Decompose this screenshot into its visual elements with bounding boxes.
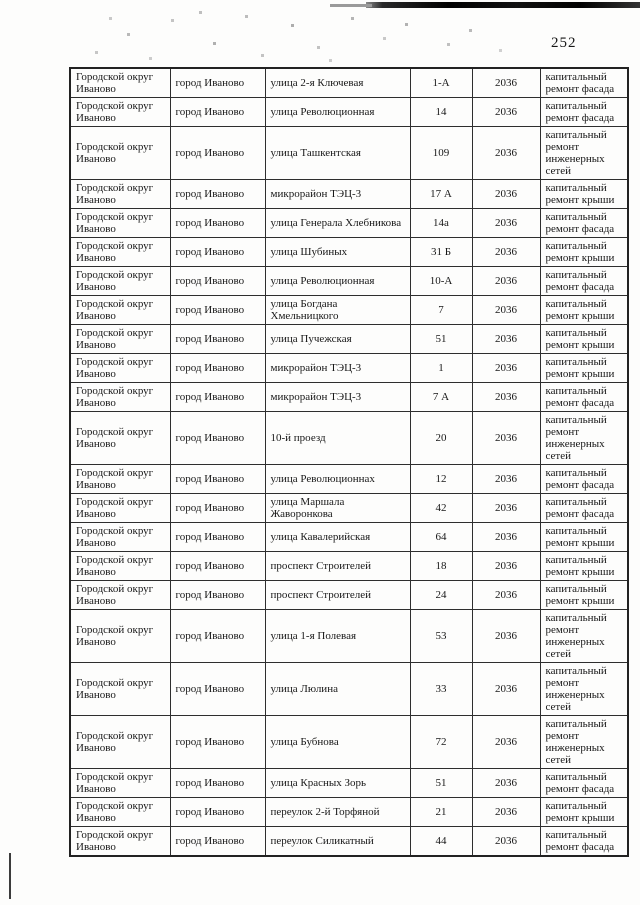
cell-city: город Иваново — [170, 827, 265, 857]
cell-city: город Иваново — [170, 296, 265, 325]
table-row — [70, 296, 628, 325]
cell-house-number: 1-А — [410, 68, 472, 98]
table-row — [70, 325, 628, 354]
cell-street: улица Кавалерийская — [265, 523, 410, 552]
scan-artifact-top-bar — [366, 2, 640, 8]
cell-year: 2036 — [472, 663, 540, 716]
table-row — [70, 127, 628, 180]
cell-house-number: 72 — [410, 716, 472, 769]
cell-municipality: Городской округ Иваново — [70, 769, 170, 798]
cell-work-type: капитальный ремонт фасада — [540, 769, 628, 798]
cell-municipality: Городской округ Иваново — [70, 663, 170, 716]
cell-city: город Иваново — [170, 552, 265, 581]
cell-house-number: 21 — [410, 798, 472, 827]
cell-municipality: Городской округ Иваново — [70, 325, 170, 354]
cell-work-type: капитальный ремонт фасада — [540, 827, 628, 857]
cell-street: улица 2-я Ключевая — [265, 68, 410, 98]
cell-work-type: капитальный ремонт крыши — [540, 238, 628, 267]
table-row — [70, 610, 628, 663]
cell-city: город Иваново — [170, 523, 265, 552]
cell-city: город Иваново — [170, 581, 265, 610]
cell-municipality: Городской округ Иваново — [70, 98, 170, 127]
cell-house-number: 17 А — [410, 180, 472, 209]
cell-work-type: капитальный ремонт фасада — [540, 68, 628, 98]
cell-street: переулок Силикатный — [265, 827, 410, 857]
table-row — [70, 267, 628, 296]
cell-year: 2036 — [472, 238, 540, 267]
scan-artifact-left-tick — [9, 853, 11, 899]
cell-municipality: Городской округ Иваново — [70, 127, 170, 180]
cell-street: переулок 2-й Торфяной — [265, 798, 410, 827]
cell-municipality: Городской округ Иваново — [70, 412, 170, 465]
cell-work-type: капитальный ремонт фасада — [540, 209, 628, 238]
cell-work-type: капитальный ремонт крыши — [540, 180, 628, 209]
cell-year: 2036 — [472, 267, 540, 296]
cell-street: улица Пучежская — [265, 325, 410, 354]
cell-street: улица Маршала Жаворонкова — [265, 494, 410, 523]
cell-house-number: 7 — [410, 296, 472, 325]
table-row — [70, 98, 628, 127]
cell-house-number: 53 — [410, 610, 472, 663]
cell-city: город Иваново — [170, 716, 265, 769]
table-row — [70, 412, 628, 465]
cell-work-type: капитальный ремонт крыши — [540, 296, 628, 325]
cell-city: город Иваново — [170, 209, 265, 238]
cell-work-type: капитальный ремонт инженерных сетей — [540, 610, 628, 663]
cell-work-type: капитальный ремонт фасада — [540, 98, 628, 127]
cell-city: город Иваново — [170, 465, 265, 494]
cell-year: 2036 — [472, 523, 540, 552]
cell-street: улица 1-я Полевая — [265, 610, 410, 663]
cell-work-type: капитальный ремонт фасада — [540, 494, 628, 523]
cell-city: город Иваново — [170, 267, 265, 296]
cell-year: 2036 — [472, 296, 540, 325]
cell-street: улица Революционная — [265, 267, 410, 296]
cell-work-type: капитальный ремонт крыши — [540, 325, 628, 354]
cell-year: 2036 — [472, 325, 540, 354]
cell-municipality: Городской округ Иваново — [70, 354, 170, 383]
cell-city: город Иваново — [170, 354, 265, 383]
cell-street: улица Красных Зорь — [265, 769, 410, 798]
cell-municipality: Городской округ Иваново — [70, 798, 170, 827]
cell-city: город Иваново — [170, 98, 265, 127]
cell-work-type: капитальный ремонт инженерных сетей — [540, 716, 628, 769]
cell-street: улица Бубнова — [265, 716, 410, 769]
cell-municipality: Городской округ Иваново — [70, 494, 170, 523]
cell-city: город Иваново — [170, 412, 265, 465]
repair-program-table — [69, 67, 629, 857]
cell-house-number: 64 — [410, 523, 472, 552]
cell-work-type: капитальный ремонт крыши — [540, 798, 628, 827]
cell-municipality: Городской округ Иваново — [70, 180, 170, 209]
cell-municipality: Городской округ Иваново — [70, 581, 170, 610]
cell-house-number: 42 — [410, 494, 472, 523]
table-row — [70, 209, 628, 238]
cell-city: город Иваново — [170, 325, 265, 354]
cell-work-type: капитальный ремонт инженерных сетей — [540, 663, 628, 716]
cell-city: город Иваново — [170, 127, 265, 180]
cell-work-type: капитальный ремонт фасада — [540, 267, 628, 296]
table-row — [70, 716, 628, 769]
cell-year: 2036 — [472, 552, 540, 581]
cell-city: город Иваново — [170, 610, 265, 663]
cell-municipality: Городской округ Иваново — [70, 296, 170, 325]
cell-year: 2036 — [472, 127, 540, 180]
cell-municipality: Городской округ Иваново — [70, 610, 170, 663]
cell-house-number: 12 — [410, 465, 472, 494]
table-row — [70, 238, 628, 267]
cell-house-number: 7 А — [410, 383, 472, 412]
cell-year: 2036 — [472, 798, 540, 827]
cell-city: город Иваново — [170, 383, 265, 412]
cell-house-number: 44 — [410, 827, 472, 857]
cell-year: 2036 — [472, 610, 540, 663]
cell-municipality: Городской округ Иваново — [70, 68, 170, 98]
cell-street: улица Богдана Хмельницкого — [265, 296, 410, 325]
cell-city: город Иваново — [170, 494, 265, 523]
cell-municipality: Городской округ Иваново — [70, 552, 170, 581]
table-row — [70, 523, 628, 552]
cell-work-type: капитальный ремонт инженерных сетей — [540, 127, 628, 180]
cell-work-type: капитальный ремонт инженерных сетей — [540, 412, 628, 465]
cell-municipality: Городской округ Иваново — [70, 238, 170, 267]
cell-house-number: 14 — [410, 98, 472, 127]
cell-house-number: 18 — [410, 552, 472, 581]
table-row — [70, 383, 628, 412]
cell-house-number: 10-А — [410, 267, 472, 296]
page-number: 252 — [551, 35, 577, 51]
cell-municipality: Городской округ Иваново — [70, 523, 170, 552]
cell-year: 2036 — [472, 716, 540, 769]
cell-work-type: капитальный ремонт крыши — [540, 552, 628, 581]
cell-municipality: Городской округ Иваново — [70, 383, 170, 412]
scan-noise-speckles — [0, 0, 1, 1]
table-row — [70, 180, 628, 209]
table-row — [70, 465, 628, 494]
cell-year: 2036 — [472, 827, 540, 857]
cell-street: микрорайон ТЭЦ-3 — [265, 354, 410, 383]
cell-house-number: 109 — [410, 127, 472, 180]
cell-house-number: 24 — [410, 581, 472, 610]
cell-street: улица Революционнах — [265, 465, 410, 494]
cell-house-number: 33 — [410, 663, 472, 716]
cell-street: проспект Строителей — [265, 552, 410, 581]
cell-year: 2036 — [472, 465, 540, 494]
table-row — [70, 827, 628, 857]
cell-street: улица Люлина — [265, 663, 410, 716]
cell-municipality: Городской округ Иваново — [70, 209, 170, 238]
cell-city: город Иваново — [170, 798, 265, 827]
cell-year: 2036 — [472, 180, 540, 209]
cell-municipality: Городской округ Иваново — [70, 827, 170, 857]
cell-year: 2036 — [472, 354, 540, 383]
cell-city: город Иваново — [170, 180, 265, 209]
cell-street: микрорайон ТЭЦ-3 — [265, 180, 410, 209]
cell-street: 10-й проезд — [265, 412, 410, 465]
cell-year: 2036 — [472, 68, 540, 98]
cell-house-number: 51 — [410, 769, 472, 798]
table-row — [70, 581, 628, 610]
cell-street: микрорайон ТЭЦ-3 — [265, 383, 410, 412]
cell-work-type: капитальный ремонт крыши — [540, 523, 628, 552]
cell-year: 2036 — [472, 494, 540, 523]
cell-house-number: 31 Б — [410, 238, 472, 267]
cell-street: улица Генерала Хлебникова — [265, 209, 410, 238]
cell-year: 2036 — [472, 581, 540, 610]
cell-municipality: Городской округ Иваново — [70, 716, 170, 769]
table-row — [70, 494, 628, 523]
cell-street: проспект Строителей — [265, 581, 410, 610]
cell-year: 2036 — [472, 209, 540, 238]
cell-house-number: 1 — [410, 354, 472, 383]
cell-street: улица Ташкентская — [265, 127, 410, 180]
cell-city: город Иваново — [170, 68, 265, 98]
cell-year: 2036 — [472, 98, 540, 127]
scan-artifact-top-bar-lead — [330, 4, 372, 7]
cell-work-type: капитальный ремонт фасада — [540, 465, 628, 494]
table-row — [70, 552, 628, 581]
cell-year: 2036 — [472, 769, 540, 798]
cell-house-number: 14а — [410, 209, 472, 238]
table-row — [70, 663, 628, 716]
cell-work-type: капитальный ремонт крыши — [540, 354, 628, 383]
cell-house-number: 20 — [410, 412, 472, 465]
table-row — [70, 354, 628, 383]
cell-work-type: капитальный ремонт крыши — [540, 581, 628, 610]
cell-municipality: Городской округ Иваново — [70, 465, 170, 494]
cell-house-number: 51 — [410, 325, 472, 354]
cell-municipality: Городской округ Иваново — [70, 267, 170, 296]
table-row — [70, 769, 628, 798]
cell-city: город Иваново — [170, 663, 265, 716]
table-body — [70, 68, 628, 856]
cell-work-type: капитальный ремонт фасада — [540, 383, 628, 412]
table-row — [70, 68, 628, 98]
cell-year: 2036 — [472, 412, 540, 465]
table-row — [70, 798, 628, 827]
cell-city: город Иваново — [170, 769, 265, 798]
cell-year: 2036 — [472, 383, 540, 412]
cell-street: улица Революционная — [265, 98, 410, 127]
cell-city: город Иваново — [170, 238, 265, 267]
cell-street: улица Шубиных — [265, 238, 410, 267]
